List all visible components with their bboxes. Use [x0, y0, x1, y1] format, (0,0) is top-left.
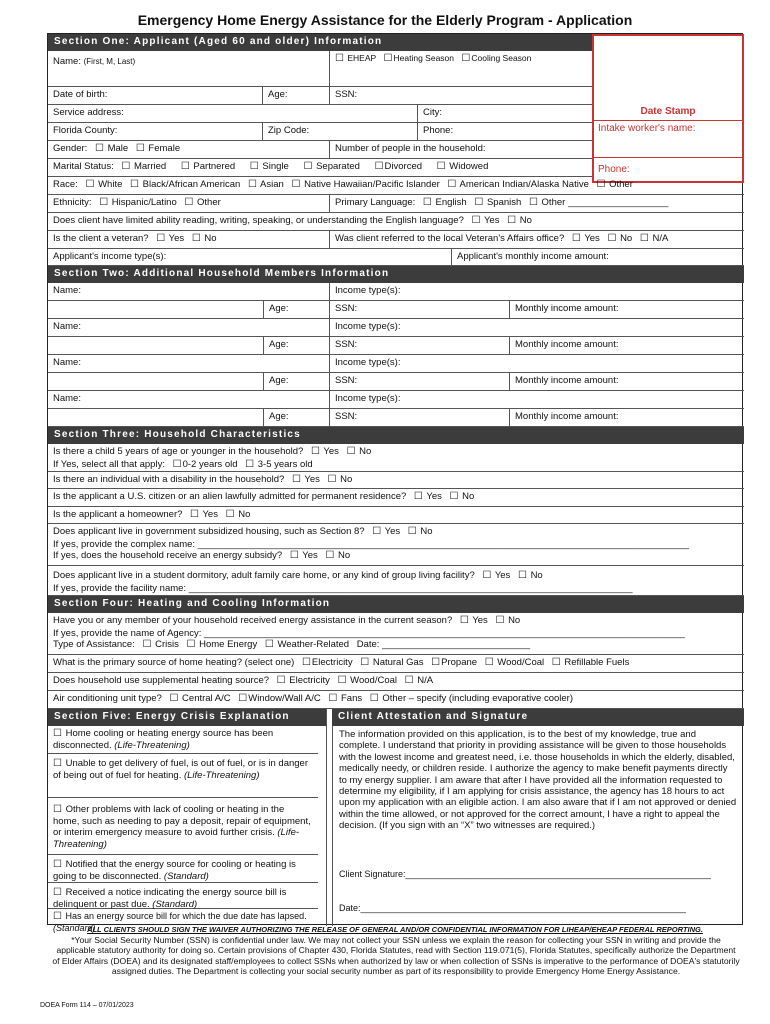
zip-field[interactable]: Zip Code:: [263, 123, 418, 140]
checkbox-icon: ☐: [245, 458, 255, 470]
checkbox-icon: ☐: [449, 491, 459, 502]
option-black[interactable]: ☐ Black/African American: [130, 179, 241, 190]
checkbox-icon: ☐: [447, 179, 457, 190]
checkbox-icon: ☐: [374, 161, 384, 172]
name-label: Name:: [53, 56, 81, 67]
va-na[interactable]: ☐ N/A: [639, 233, 669, 244]
checkbox-icon: ☐: [507, 215, 517, 226]
child-age-0-2[interactable]: ☐0-2 years old: [172, 458, 238, 470]
member-name-field[interactable]: Name:: [48, 319, 330, 336]
subsidized-yes[interactable]: ☐ Yes: [372, 526, 401, 537]
checkbox-icon: ☐: [327, 474, 337, 485]
gender-label: Gender:: [53, 143, 88, 154]
member-detail-row: [48, 301, 744, 319]
checkbox-icon: ☐: [238, 693, 248, 704]
checkbox-icon: ☐: [517, 570, 527, 581]
applicant-name-field[interactable]: [48, 51, 330, 86]
subsidized-question: [48, 524, 744, 565]
checkbox-icon: ☐: [328, 693, 338, 704]
name-hint: (First, M, Last): [83, 57, 136, 66]
service-address-field[interactable]: Service address:: [48, 105, 418, 122]
va-label: Was client referred to the local Veteran's Affairs office?: [335, 233, 565, 244]
heating-natural-gas[interactable]: ☐ Natural Gas: [360, 657, 424, 668]
supp-electricity[interactable]: ☐ Electricity: [276, 675, 330, 686]
member-income-field[interactable]: Monthly income amount:: [515, 375, 619, 386]
checkbox-icon: ☐: [310, 446, 320, 457]
member-age-field[interactable]: Age:: [263, 409, 330, 426]
checkbox-icon: ☐: [337, 675, 347, 686]
disability-yes[interactable]: ☐ Yes: [291, 474, 320, 485]
section-four-header: Section Four: Heating and Cooling Information: [48, 596, 744, 613]
checkbox-icon: ☐: [413, 491, 423, 502]
checkbox-icon: ☐: [53, 758, 62, 769]
checkbox-icon: ☐: [53, 859, 62, 870]
checkbox-icon: ☐: [121, 161, 131, 172]
member-income-field[interactable]: Monthly income amount:: [515, 303, 619, 314]
received-label: Have you or any member of your household received energy assistance in the current season?: [53, 615, 453, 626]
ac-window-wall[interactable]: ☐Window/Wall A/C: [238, 693, 321, 704]
va-no[interactable]: ☐ No: [607, 233, 633, 244]
veteran-question: [48, 231, 330, 248]
attestation-text: The information provided on this application, is to the best of my knowledge, true and complete. I understand that priority in providing assistance will be given to those households with the lowest income and greatest need, i.e. those households in which the elderly, disabled, medically needy, or children reside. I authorize the agency to make benefit payments directly to my energy supplier. I am aware that after I have provided all the information requested to determine my eligibility, if I am applying for crisis assistance, the agency has 18 hours to act upon my application with an eligible action. I am also aware that if I am not approved or denied within the time allowed, or not approved for the correct amount, I have a right to appeal the decision. (If you sign with an “X” two witnesses are required.): [339, 729, 737, 832]
checkbox-icon: ☐: [303, 161, 313, 172]
attestation-header: Client Attestation and Signature: [332, 709, 744, 726]
supplemental-label: Does household use supplemental heating source?: [53, 675, 270, 686]
checkbox-icon: ☐: [99, 197, 109, 208]
heating-label: What is the primary source of home heating? (select one): [53, 657, 295, 668]
heating-wood-coal[interactable]: ☐ Wood/Coal: [484, 657, 545, 668]
checkbox-icon: ☐: [191, 233, 201, 244]
ac-central[interactable]: ☐ Central A/C: [169, 693, 231, 704]
checkbox-icon: ☐: [360, 657, 370, 668]
checkbox-icon: ☐: [335, 53, 344, 64]
homeowner-question: [48, 507, 744, 523]
subsidized-label: Does applicant live in government subsidized housing, such as Section 8?: [53, 526, 365, 537]
spacer: [48, 301, 263, 318]
agency-name-field[interactable]: If yes, provide the name of Agency: ___________________________________________________________________________________________: [53, 627, 685, 639]
option-weather-related[interactable]: ☐ Weather-Related: [264, 639, 350, 651]
checkbox-icon: ☐: [482, 570, 492, 581]
received-no[interactable]: ☐ No: [495, 615, 521, 626]
income-amount-field[interactable]: Applicant's monthly income amount:: [457, 251, 609, 262]
checkbox-icon: ☐: [571, 233, 581, 244]
member-name-row: [48, 391, 744, 409]
child-no[interactable]: ☐ No: [346, 446, 372, 457]
checkbox-icon: ☐: [172, 458, 182, 470]
program-options: [330, 51, 592, 86]
member-name-field[interactable]: Name:: [48, 391, 330, 408]
checkbox-icon: ☐: [301, 657, 311, 668]
ethnicity-row: [48, 195, 744, 213]
section-two-header: Section Two: Additional Household Members Information: [48, 266, 744, 283]
gender-row: [48, 141, 592, 159]
checkbox-icon: ☐: [94, 143, 104, 154]
income-row: [48, 249, 744, 266]
member-detail-row: [48, 409, 744, 427]
checkbox-icon: ☐: [190, 509, 199, 520]
member-income-types-field[interactable]: Income type(s):: [335, 321, 401, 332]
literacy-row: [48, 213, 744, 231]
dorm-no[interactable]: ☐ No: [517, 570, 543, 581]
checkbox-icon: ☐: [291, 474, 301, 485]
checkbox-icon: ☐: [53, 911, 62, 922]
va-referral-question: [330, 231, 744, 248]
crisis-item[interactable]: ☐ Notified that the energy source for cooling or heating is going to be disconnected. (Standard): [48, 855, 318, 883]
race-label: Race:: [53, 179, 78, 190]
veteran-label: Is the client a veteran?: [53, 233, 149, 244]
crisis-item[interactable]: ☐ Has an energy source bill for which the due date has lapsed. (Standard): [53, 911, 307, 933]
member-ssn-field[interactable]: SSN:: [330, 301, 510, 318]
form-number: DOEA Form 114 – 07/01/2023: [40, 1002, 134, 1009]
crisis-item[interactable]: ☐ Home cooling or heating energy source has been disconnected. (Life-Threatening): [48, 726, 318, 754]
member-name-row: [48, 355, 744, 373]
checkbox-icon: ☐: [459, 615, 469, 626]
child-age-3-5[interactable]: ☐ 3-5 years old: [245, 458, 313, 470]
dob-field[interactable]: Date of birth:: [48, 87, 263, 104]
option-cooling-season[interactable]: ☐Cooling Season: [461, 53, 532, 64]
option-english[interactable]: ☐ English: [422, 197, 467, 208]
form-title: Emergency Home Energy Assistance for the Elderly Program - Application: [137, 12, 633, 28]
race-row: [48, 177, 744, 195]
member-ssn-field[interactable]: SSN:: [330, 337, 510, 354]
county-field[interactable]: Florida County:: [48, 123, 263, 140]
child-label: Is there a child 5 years of age or younger in the household?: [53, 446, 304, 457]
literacy-label: Does client have limited ability reading, writing, speaking, or understanding the English language?: [53, 215, 464, 226]
option-language-other[interactable]: ☐ Other ___________________: [528, 197, 669, 208]
dorm-question: [48, 566, 744, 595]
assistance-type-label: Type of Assistance:: [53, 639, 135, 651]
ac-fans[interactable]: ☐ Fans: [328, 693, 363, 704]
complex-name-field[interactable]: If yes, provide the complex name: _____________________________________________________________________________________________: [53, 538, 690, 550]
member-income-field[interactable]: Monthly income amount:: [515, 339, 619, 350]
option-native-american[interactable]: ☐ American Indian/Alaska Native: [447, 179, 589, 190]
dorm-row: [48, 566, 744, 596]
dob-row: [48, 87, 592, 105]
supplemental-question: [48, 673, 744, 690]
checkbox-icon: ☐: [407, 526, 417, 537]
option-separated[interactable]: ☐ Separated: [303, 161, 360, 172]
option-home-energy[interactable]: ☐ Home Energy: [186, 639, 258, 651]
address-row: [48, 105, 592, 123]
checkbox-icon: ☐: [184, 197, 194, 208]
option-single[interactable]: ☐ Single: [249, 161, 289, 172]
child-row: [48, 444, 744, 472]
homeowner-no[interactable]: ☐ No: [225, 509, 251, 520]
option-hispanic[interactable]: ☐ Hispanic/Latino: [99, 197, 177, 208]
checkbox-icon: ☐: [607, 233, 617, 244]
checkbox-icon: ☐: [53, 728, 62, 739]
ssn-confidentiality-note: *Your Social Security Number (SSN) is confidential under law. We may not collect your SSN unless we explain the reason for collecting your SSN in writing and provide the applicable statutory authority for doing so. Certain provisions of Chapter 430, Florida Statutes, read with Section 119.071(5), Florida Statutes, specifically authorize the Department of Elder Affairs (DOEA) and its designated staff/employees to collect SSNs when authorized by law or when collection of SSNs is imperative to the performance of DOEA's statutorily assigned duties. The Department is collecting your social security number as part of its responsibility to provide Emergency Home Energy Assistance.: [52, 935, 740, 976]
marital-row: [48, 159, 592, 177]
member-name-row: [48, 283, 744, 301]
checkbox-icon: ☐: [142, 639, 152, 651]
citizen-question: [48, 489, 744, 506]
option-pacific-islander[interactable]: ☐ Native Hawaiian/Pacific Islander: [291, 179, 440, 190]
checkbox-icon: ☐: [596, 179, 606, 190]
date-stamp-area: Date Stamp: [594, 36, 742, 121]
checkbox-icon: ☐: [169, 693, 179, 704]
checkbox-icon: ☐: [369, 693, 379, 704]
citizen-label: Is the applicant a U.S. citizen or an alien lawfully admitted for permanent residence?: [53, 491, 407, 502]
supplemental-row: [48, 673, 744, 691]
client-signature-field[interactable]: Client Signature:_____________________________________________________________: [339, 869, 711, 879]
citizen-row: [48, 489, 744, 507]
crisis-item[interactable]: ☐ Received a notice indicating the energy source bill is delinquent or past due. (Standard): [48, 883, 318, 909]
checkbox-icon: ☐: [247, 179, 257, 190]
office-use-box: [592, 34, 744, 183]
checkbox-icon: ☐: [276, 675, 286, 686]
heating-propane[interactable]: ☐Propane: [431, 657, 478, 668]
checkbox-icon: ☐: [291, 179, 301, 190]
option-eheap[interactable]: ☐ EHEAP: [335, 53, 377, 64]
disability-question: [48, 472, 744, 488]
assistance-date-field[interactable]: Date: ____________________________: [356, 639, 531, 651]
heating-electricity[interactable]: ☐Electricity: [301, 657, 353, 668]
checkbox-icon: ☐: [264, 639, 274, 651]
checkbox-icon: ☐: [180, 161, 190, 172]
subsidized-row: [48, 524, 744, 566]
member-age-field[interactable]: Age:: [263, 337, 330, 354]
member-income-field[interactable]: Monthly income amount:: [515, 411, 619, 422]
member-name-row: [48, 319, 744, 337]
section-one-header: Section One: Applicant (Aged 60 and older) Information: [48, 34, 592, 51]
ssn-field[interactable]: SSN:: [335, 89, 358, 100]
citizen-yes[interactable]: ☐ Yes: [413, 491, 442, 502]
spacer: [48, 373, 263, 390]
option-widowed[interactable]: ☐ Widowed: [436, 161, 489, 172]
homeowner-yes[interactable]: ☐ Yes: [190, 509, 218, 520]
name-row: [48, 51, 592, 87]
checkbox-icon: ☐: [225, 509, 235, 520]
checkbox-icon: ☐: [422, 197, 432, 208]
ac-question: [48, 691, 744, 708]
ac-label: Air conditioning unit type?: [53, 693, 162, 704]
option-female[interactable]: ☐ Female: [135, 143, 181, 154]
crisis-item[interactable]: ☐ Unable to get delivery of fuel, is out of fuel, or is in danger of being out of fuel for heating. (Life-Threatening): [48, 754, 318, 798]
option-race-other[interactable]: ☐ Other: [596, 179, 633, 190]
household-count-field[interactable]: Number of people in the household:: [335, 143, 486, 154]
county-row: [48, 123, 592, 141]
checkbox-icon: ☐: [156, 233, 166, 244]
subsidy-label: If yes, does the household receive an energy subsidy?: [53, 550, 283, 562]
checkbox-icon: ☐: [346, 446, 356, 457]
va-yes[interactable]: ☐ Yes: [571, 233, 600, 244]
spacer: [48, 337, 263, 354]
checkbox-icon: ☐: [639, 233, 649, 244]
option-asian[interactable]: ☐ Asian: [247, 179, 284, 190]
dorm-label: Does applicant live in a student dormitory, adult family care home, or any kind of group living facility?: [53, 570, 475, 581]
checkbox-icon: ☐: [372, 526, 382, 537]
intake-worker-field[interactable]: Intake worker's name:: [594, 121, 742, 158]
option-ethnicity-other[interactable]: ☐ Other: [184, 197, 221, 208]
member-income-types-field[interactable]: Income type(s):: [335, 285, 401, 296]
member-ssn-field[interactable]: SSN:: [330, 373, 510, 390]
checkbox-icon: ☐: [471, 215, 481, 226]
checkbox-icon: ☐: [289, 550, 299, 562]
spacer: [48, 409, 263, 426]
supp-na[interactable]: ☐ N/A: [404, 675, 434, 686]
checkbox-icon: ☐: [383, 53, 393, 64]
homeowner-label: Is the applicant a homeowner?: [53, 509, 183, 520]
received-question: [48, 613, 744, 654]
intake-phone-field[interactable]: Phone:: [598, 164, 630, 175]
marital-label: Marital Status:: [53, 161, 114, 172]
checkbox-icon: ☐: [495, 615, 505, 626]
member-income-types-field[interactable]: Income type(s):: [335, 393, 401, 404]
member-income-types-field[interactable]: Income type(s):: [335, 357, 401, 368]
subsidy-yes[interactable]: ☐ Yes: [289, 550, 318, 562]
subsidy-no[interactable]: ☐ No: [325, 550, 351, 562]
checkbox-icon: ☐: [436, 161, 446, 172]
veteran-row: [48, 231, 744, 249]
disability-label: Is there an individual with a disability in the household?: [53, 474, 285, 485]
child-follow-label: If Yes, select all that apply:: [53, 458, 165, 470]
language-label: Primary Language:: [335, 197, 416, 208]
ac-row: [48, 691, 744, 709]
supp-wood-coal[interactable]: ☐ Wood/Coal: [337, 675, 397, 686]
age-field[interactable]: Age:: [263, 87, 330, 104]
member-detail-row: [48, 373, 744, 391]
checkbox-icon: ☐: [461, 53, 471, 64]
ethnicity-field: [48, 195, 330, 212]
option-heating-season[interactable]: ☐Heating Season: [383, 53, 455, 64]
checkbox-icon: ☐: [135, 143, 145, 154]
marital-status-field: [48, 159, 592, 176]
dorm-yes[interactable]: ☐ Yes: [482, 570, 511, 581]
checkbox-icon: ☐: [528, 197, 538, 208]
member-detail-row: [48, 337, 744, 355]
literacy-yes[interactable]: ☐ Yes: [471, 215, 500, 226]
option-male[interactable]: ☐ Male: [94, 143, 129, 154]
waiver-notice: ALL CLIENTS SHOULD SIGN THE WAIVER AUTHORIZING THE RELEASE OF GENERAL AND/OR CONFIDENTIAL INFORMATION FOR LIHEAP/EHEAP FEDERAL REPORTING.: [87, 925, 703, 934]
child-yes[interactable]: ☐ Yes: [310, 446, 339, 457]
gender-field: [48, 141, 330, 158]
checkbox-icon: ☐: [53, 804, 62, 815]
section-five-header: Section Five: Energy Crisis Explanation: [48, 709, 326, 726]
checkbox-icon: ☐: [186, 639, 196, 651]
heating-question: [48, 655, 744, 672]
heating-refillable[interactable]: ☐ Refillable Fuels: [551, 657, 630, 668]
facility-name-field[interactable]: If yes, provide the facility name: ____________________________________________________________________________________: [53, 582, 633, 594]
homeowner-row: [48, 507, 744, 524]
member-name-field[interactable]: Name:: [48, 355, 330, 372]
race-field: [48, 177, 744, 194]
option-white[interactable]: ☐ White: [85, 179, 123, 190]
heating-row: [48, 655, 744, 673]
veteran-no[interactable]: ☐ No: [191, 233, 217, 244]
phone-field[interactable]: Phone:: [423, 125, 454, 136]
disability-row: [48, 472, 744, 489]
section-three-header: Section Three: Household Characteristics: [48, 427, 744, 444]
member-name-field[interactable]: Name:: [48, 283, 330, 300]
checkbox-icon: ☐: [431, 657, 441, 668]
checkbox-icon: ☐: [474, 197, 484, 208]
signature-date-field[interactable]: Date:_________________________________________________________________: [339, 903, 686, 913]
ac-other[interactable]: ☐ Other – specify (including evaporative cooler): [369, 693, 573, 704]
child-question: [48, 444, 744, 471]
checkbox-icon: ☐: [249, 161, 259, 172]
income-type-field[interactable]: Applicant's income type(s):: [48, 249, 452, 265]
citizen-no[interactable]: ☐ No: [449, 491, 475, 502]
member-age-field[interactable]: Age:: [263, 301, 330, 318]
checkbox-icon: ☐: [404, 675, 414, 686]
disability-no[interactable]: ☐ No: [327, 474, 353, 485]
literacy-question: [48, 213, 744, 230]
option-divorced[interactable]: ☐Divorced: [374, 161, 423, 172]
subsidized-no[interactable]: ☐ No: [407, 526, 433, 537]
language-field: [330, 195, 744, 212]
checkbox-icon: ☐: [130, 179, 139, 190]
veteran-yes[interactable]: ☐ Yes: [156, 233, 185, 244]
checkbox-icon: ☐: [484, 657, 494, 668]
option-spanish[interactable]: ☐ Spanish: [474, 197, 522, 208]
option-married[interactable]: ☐ Married: [121, 161, 167, 172]
received-row: [48, 613, 744, 655]
member-ssn-field[interactable]: SSN:: [330, 409, 510, 426]
checkbox-icon: ☐: [85, 179, 95, 190]
member-age-field[interactable]: Age:: [263, 373, 330, 390]
option-crisis[interactable]: ☐ Crisis: [142, 639, 179, 651]
crisis-item[interactable]: ☐ Other problems with lack of cooling or heating in the home, such as needing to pay a deposit, repair of equipment, or interim emergency measure to avoid further crisis. (Life-Threatening): [48, 798, 318, 855]
ethnicity-label: Ethnicity:: [53, 197, 92, 208]
option-partnered[interactable]: ☐ Partnered: [180, 161, 236, 172]
literacy-no[interactable]: ☐ No: [507, 215, 532, 226]
city-field[interactable]: City:: [423, 107, 442, 118]
checkbox-icon: ☐: [551, 657, 561, 668]
received-yes[interactable]: ☐ Yes: [459, 615, 488, 626]
checkbox-icon: ☐: [325, 550, 335, 562]
checkbox-icon: ☐: [53, 887, 62, 898]
